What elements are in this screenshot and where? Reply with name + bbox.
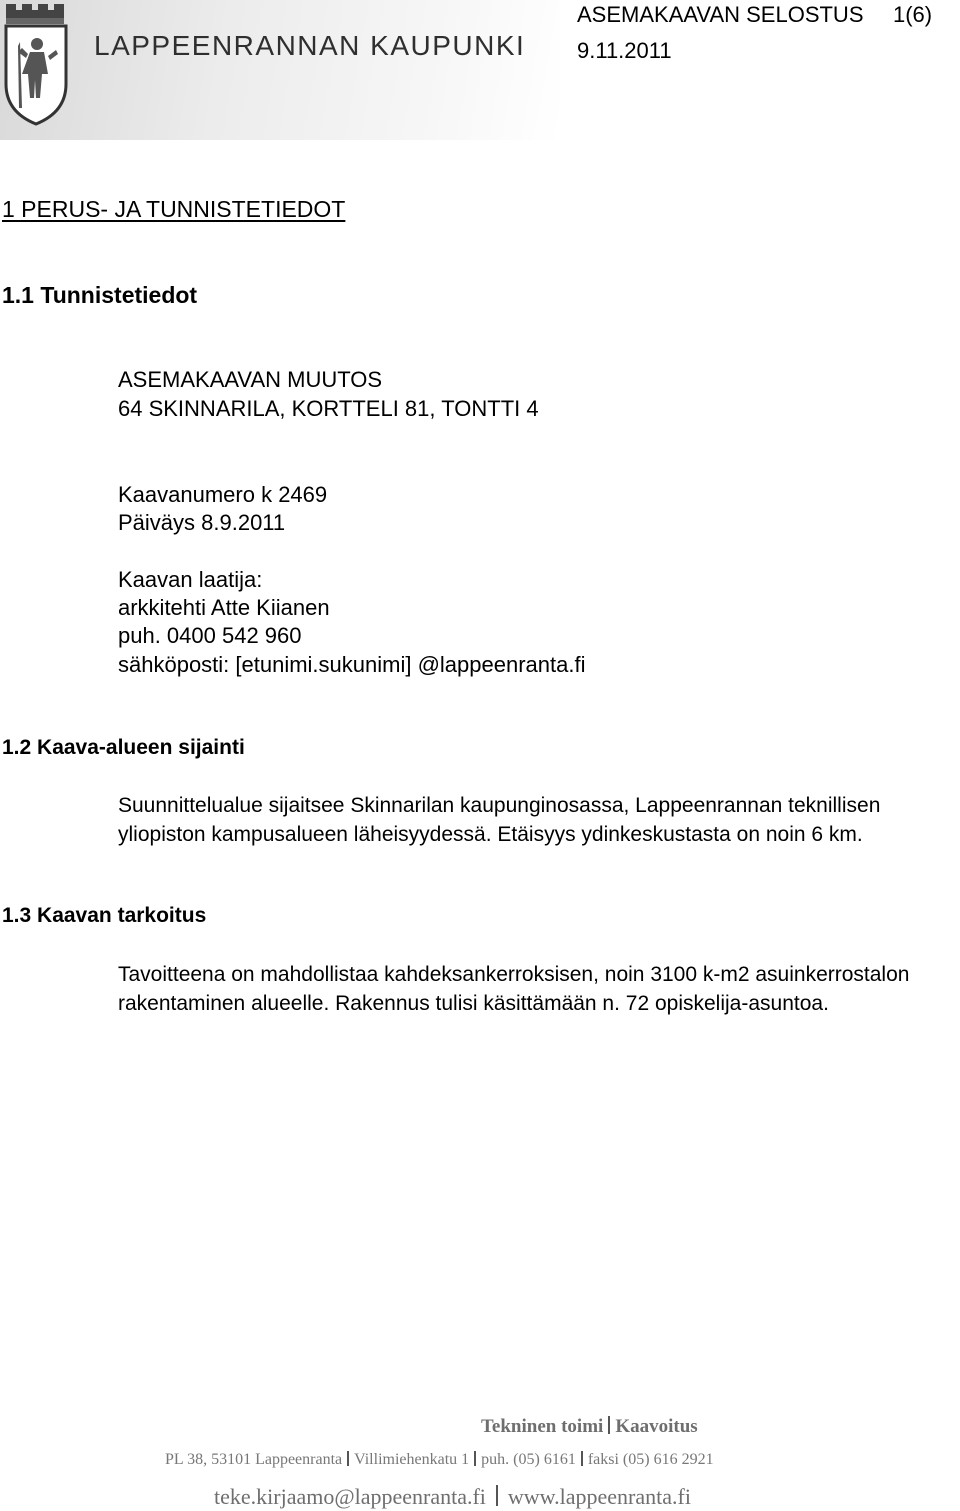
footer-street: Villimiehenkatu 1: [354, 1451, 470, 1469]
ident-line-2: 64 SKINNARILA, KORTTELI 81, TONTTI 4: [118, 396, 539, 421]
plan-date: Päiväys 8.9.2011: [118, 510, 286, 535]
footer-phone: puh. (05) 6161: [481, 1451, 576, 1469]
footer-separator: [474, 1451, 476, 1466]
author-label: Kaavan laatija:: [118, 567, 263, 592]
ident-line-1: ASEMAKAAVAN MUUTOS: [118, 367, 383, 392]
page-number: 1(6): [893, 2, 933, 27]
footer-separator: [608, 1416, 610, 1434]
section-1-1-heading: 1.1 Tunnistetiedot: [2, 282, 198, 308]
footer-separator: [581, 1451, 583, 1466]
author-email: sähköposti: [etunimi.sukunimi] @lappeenranta.fi: [118, 652, 586, 677]
plan-number: Kaavanumero k 2469: [118, 482, 328, 507]
document-date: 9.11.2011: [577, 38, 672, 63]
footer-web-link[interactable]: www.lappeenranta.fi: [507, 1484, 691, 1509]
section-1-2-paragraph: [118, 791, 958, 849]
footer-fax: faksi (05) 616 2921: [587, 1451, 714, 1469]
author-phone: puh. 0400 542 960: [118, 623, 302, 648]
section-1-2-heading: 1.2 Kaava-alueen sijainti: [2, 736, 245, 759]
coat-of-arms-icon: [0, 0, 90, 140]
section-1-3-heading: 1.3 Kaavan tarkoitus: [2, 904, 207, 927]
document-type: ASEMAKAAVAN SELOSTUS: [577, 2, 864, 27]
footer-dept: Tekninen toimi: [481, 1416, 604, 1438]
footer-separator: [496, 1485, 498, 1506]
footer-address: PL 38, 53101 Lappeenranta: [165, 1451, 343, 1469]
section-1-heading: 1 PERUS- JA TUNNISTETIEDOT: [2, 196, 346, 222]
footer-online: [214, 1484, 691, 1510]
section-1-3-text: Tavoitteena on mahdollistaa kahdeksankerroksisen, noin 3100 k-m2 asuinkerrostalon rakentaminen alueelle. Rakennus tulisi käsittämään n. 72 opiskelija-asuntoa.: [118, 963, 910, 1015]
section-1-3-paragraph: [118, 960, 958, 1018]
author-name: arkkitehti Atte Kiianen: [118, 595, 330, 620]
footer-department: [481, 1416, 698, 1438]
city-logo-banner: [0, 0, 560, 140]
logo-text: LAPPEENRANNAN KAUPUNKI: [94, 30, 526, 61]
footer-unit: Kaavoitus: [615, 1416, 698, 1438]
footer-email-link[interactable]: teke.kirjaamo@lappeenranta.fi: [214, 1484, 486, 1509]
footer-separator: [347, 1451, 349, 1466]
footer-contact: [165, 1451, 714, 1469]
section-1-2-text: Suunnittelualue sijaitsee Skinnarilan kaupunginosassa, Lappeenrannan teknillisen yliopiston kampusalueen läheisyydessä. Etäisyys ydinkeskustasta on noin 6 km.: [118, 794, 881, 846]
